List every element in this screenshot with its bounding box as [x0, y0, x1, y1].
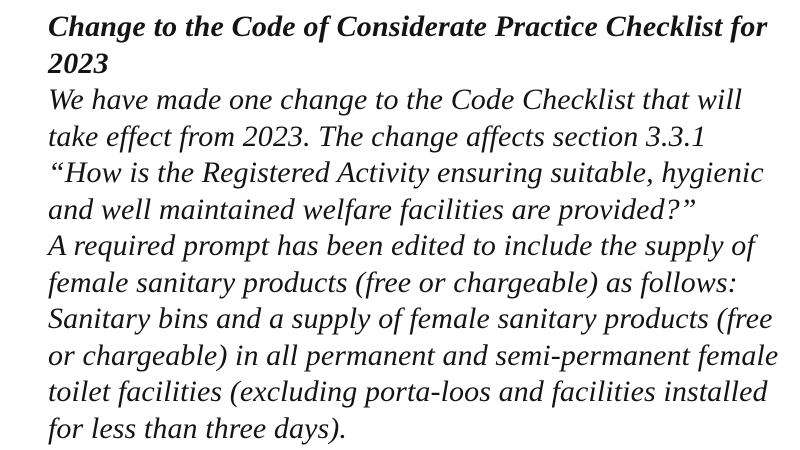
body-line-2: take effect from 2023. The change affects section 3.3.1 [48, 119, 707, 153]
document-heading [48, 9, 772, 82]
body-line-7: Sanitary bins and a supply of female sanitary products (free [48, 302, 773, 335]
document-body [48, 82, 779, 447]
body-line-10: for less than three days). [48, 411, 347, 445]
body-line-8: or chargeable) in all permanent and semi-permanent female [48, 338, 779, 372]
heading-line-2: 2023 [48, 46, 109, 80]
body-line-5: A required prompt has been edited to include the supply of [48, 229, 755, 262]
body-line-6: female sanitary products (free or chargeable) as follows: [48, 265, 738, 299]
body-line-1: We have made one change to the Code Checklist that will [48, 83, 743, 116]
body-line-9: toilet facilities (excluding porta-loos and facilities installed [48, 375, 768, 408]
body-line-3: “How is the Registered Activity ensuring suitable, hygienic [48, 156, 764, 189]
heading-line-1: Change to the Code of Considerate Practice Checklist for [48, 10, 768, 43]
body-line-4: and well maintained welfare facilities are provided?” [48, 192, 697, 226]
